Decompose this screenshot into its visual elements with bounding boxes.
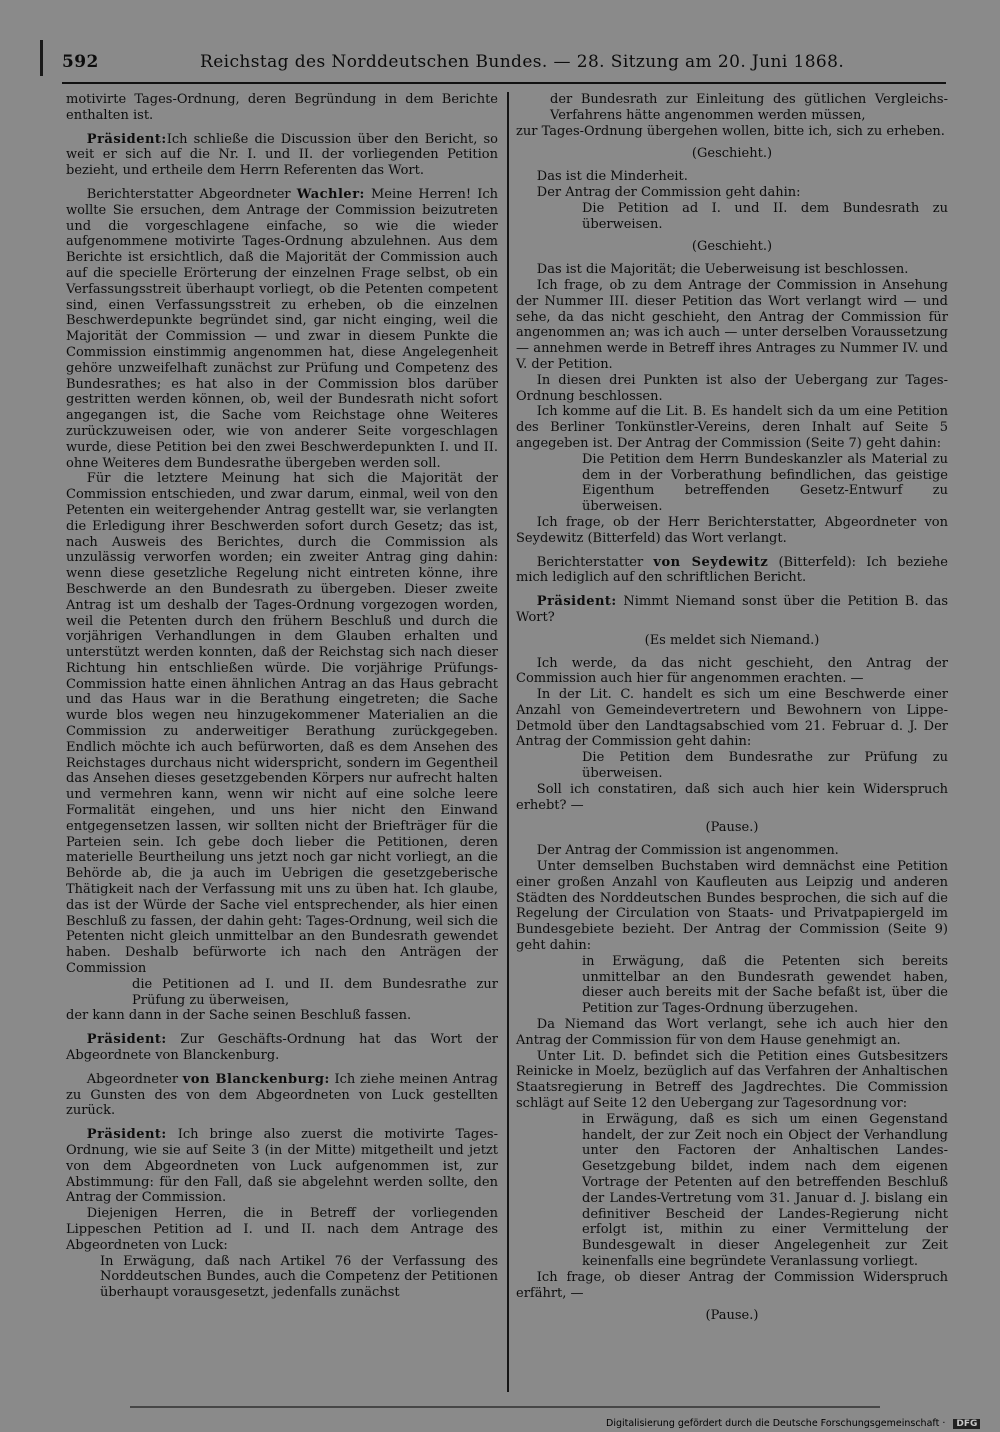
paragraph-text: Meine Herren! Ich wollte Sie ersuchen, dem Antrage der Commission beizutreten und die vorgeschlagene einfache, so wie die wieder aufgenommene motivirte Tages-Ordnung abzulehnen. Aus dem Berichte ist ersichtlich, daß die Majorität der Commission auch auf die specielle Erörterung der einzelnen Frage selbst, ob ein Verfassungsstreit überhaupt vorliegt, ob die Petenten competent sind, einen Verfassungsstreit zu erheben, ob die einzelnen Beschwerdepunkte begründet sind, gar nicht einging, weil die Majorität der Commission — und zwar in diesem Punkte die Commission einstimmig angenommen hat, diese Angelegenheit gehöre unzweifelhaft zunächst zur Prüfung und Competenz des Bundesrathes; es hat also in der Commission blos darüber gestritten werden können, ob, weil der Bundesrath nicht sofort angegangen ist, die Sache vom Reichstage ohne Weiteres zurückzuweisen oder, wie von anderer Seite vorgeschlagen wurde, diese Petition bei den zwei Beschwerdepunkten I. und II. ohne Weiteres dem Bundesrathe übergeben werden soll. <box>66 186 498 471</box>
paragraph-text: Der Antrag der Commission ist angenommen. <box>536 843 839 859</box>
speaker-name: von Blanckenburg: <box>182 1071 330 1087</box>
paragraph <box>516 404 948 451</box>
paragraph-text: Soll ich constatiren, daß sich auch hier kein Widerspruch erhebt? — <box>516 781 948 813</box>
paragraph-text: Das ist die Majorität; die Ueberweisung ist beschlossen. <box>536 262 909 278</box>
paragraph <box>516 843 948 859</box>
paragraph <box>516 594 948 626</box>
paragraph-text: Abgeordneter <box>86 1071 183 1087</box>
paragraph <box>516 1017 948 1049</box>
paragraph <box>516 169 948 185</box>
paragraph-text: Ich ziehe meinen Antrag zu Gunsten des von dem Abgeordneten von Luck gestellten zurück. <box>66 1071 498 1119</box>
paragraph <box>66 1032 498 1064</box>
paragraph <box>516 262 948 278</box>
paragraph <box>66 132 498 179</box>
paragraph-text: Unter Lit. D. befindet sich die Petition eines Gutsbesitzers Reinicke in Moelz, bezüglich auf das Verfahren der Anhaltischen Staatsregierung in Betreff des Jagdrechtes. Die Commission schlägt auf Seite 12 den Uebergang zur Tagesordnung vor: <box>516 1048 948 1112</box>
paragraph-text: Ich frage, ob dieser Antrag der Commission Widerspruch erfährt, — <box>516 1269 948 1301</box>
bottom-rule <box>130 1406 880 1408</box>
paragraph <box>66 92 498 124</box>
paragraph <box>516 555 948 587</box>
paragraph <box>516 185 948 201</box>
dfg-logo: DFG <box>953 1419 980 1429</box>
paragraph-text: der Bundesrath zur Einleitung des gütlichen Vergleichs-Verfahrens hätte angenommen werden müssen, <box>550 92 948 123</box>
paragraph <box>516 239 948 255</box>
paragraph <box>516 1308 948 1324</box>
right-column <box>516 92 948 1331</box>
paragraph <box>516 515 948 547</box>
footer: Digitalisierung gefördert durch die Deutsche Forschungsgemeinschaft · DFG <box>606 1418 996 1432</box>
paragraph-text: In Erwägung, daß nach Artikel 76 der Verfassung des Norddeutschen Bundes, auch die Competenz der Petitionen überhaupt vorausgesetzt, jedenfalls zunächst <box>100 1253 498 1301</box>
paragraph-text: (Bitterfeld): Ich beziehe mich lediglich auf den schriftlichen Bericht. <box>516 554 948 586</box>
paragraph <box>582 750 948 782</box>
paragraph-text: (Geschieht.) <box>691 239 773 255</box>
paragraph-text: Die Petition dem Bundesrathe zur Prüfung zu überweisen. <box>582 750 948 782</box>
paragraph <box>516 633 948 649</box>
header-rule <box>62 82 946 84</box>
paragraph <box>66 471 498 977</box>
paragraph <box>516 782 948 814</box>
paragraph <box>516 373 948 405</box>
paragraph <box>516 146 948 162</box>
paragraph-text: Zur Geschäfts-Ordnung hat das Wort der Abgeordnete von Blanckenburg. <box>66 1032 498 1064</box>
paragraph <box>66 1127 498 1206</box>
paragraph-text: in Erwägung, daß es sich um einen Gegenstand handelt, der zur Zeit noch ein Object der Verhandlung unter den Factoren der Anhaltischen Landes-Gesetzgebung bildet, indem nach dem eigenen Vortrage der Petenten auf den betreffenden Beschluß der Landes-Vertretung vom 31. Januar d. J. bislang ein definitiver Bescheid der Landes-Regierung nicht erfolgt ist, mithin zu einer Vermittelung der Bundesgewalt in dieser Angelegenheit zur Zeit keinenfalls eine begründete Veranlassung vorliegt. <box>582 1111 948 1269</box>
paragraph-text: motivirte Tages-Ordnung, deren Begründung in dem Berichte enthalten ist. <box>66 92 498 123</box>
paragraph-text: Die Petition dem Herrn Bundeskanzler als Material zu dem in der Vorberathung befindlichen, das geistige Eigenthum betreffenden Gesetz-Entwurf zu überweisen. <box>582 451 948 515</box>
paragraph-text: Die Petition ad I. und II. dem Bundesrath zu überweisen. <box>582 200 948 232</box>
paragraph-text: In der Lit. C. handelt es sich um eine Beschwerde einer Anzahl von Gemeindevertretern und Bewohnern von Lippe-Detmold über den Landtagsabschied vom 21. Februar d. J. Der Antrag der Commission geht dahin: <box>516 687 948 750</box>
running-title: Reichstag des Norddeutschen Bundes. — 28. Sitzung am 20. Juni 1868. <box>200 52 845 72</box>
paragraph-text: Da Niemand das Wort verlangt, sehe ich auch hier den Antrag der Commission für von dem Hause genehmigt an. <box>516 1017 948 1048</box>
speaker-name: Präsident: <box>86 1127 167 1143</box>
paragraph <box>66 1008 498 1024</box>
paragraph-text: (Es meldet sich Niemand.) <box>644 632 820 648</box>
paragraph <box>516 278 948 373</box>
paragraph <box>100 1254 498 1301</box>
paragraph <box>516 656 948 688</box>
column-divider <box>507 92 509 1392</box>
paragraph-text: der kann dann in der Sache seinen Beschluß fassen. <box>66 1008 412 1024</box>
paragraph <box>516 687 948 750</box>
paragraph-text: die Petitionen ad I. und II. dem Bundesrathe zur Prüfung zu überweisen, <box>132 976 498 1008</box>
paragraph-text: Ich bringe also zuerst die motivirte Tages-Ordnung, wie sie auf Seite 3 (in der Mitte) mitgetheilt und jetzt von dem Abgeordneten von Luck aufgenommen ist, zur Abstimmung: für den Fall, daß sie abgelehnt werden sollte, den Antrag der Commission. <box>66 1127 498 1206</box>
paragraph-text: Ich frage, ob der Herr Berichterstatter, Abgeordneter von Seydewitz (Bitterfeld) das Wort verlangt. <box>516 514 948 546</box>
footer-credit: Digitalisierung gefördert durch die Deutsche Forschungsgemeinschaft <box>606 1418 940 1429</box>
speaker-name: Präsident: <box>86 1032 167 1048</box>
speaker-name: Präsident: <box>86 131 167 147</box>
paragraph <box>582 954 948 1017</box>
paragraph-text: Nimmt Niemand sonst über die Petition B. das Wort? <box>516 594 948 625</box>
speaker-name: Wachler: <box>296 186 365 202</box>
paragraph-text: Unter demselben Buchstaben wird demnächst eine Petition einer großen Anzahl von Kaufleuten aus Leipzig und anderen Städten des Norddeutschen Bundes besprochen, die sich auf die Regelung der Circulation von Staats- und Privatpapiergeld im Bundesgebiete bezieht. Der Antrag der Commission (Seite 9) geht dahin: <box>516 859 948 954</box>
paragraph-text: in Erwägung, daß die Petenten sich bereits unmittelbar an den Bundesrath gewendet haben, dieser auch bereits mit der Sache befaßt ist, über die Petition zur Tages-Ordnung überzugehen. <box>582 953 948 1017</box>
paragraph <box>550 92 948 124</box>
paragraph-text: Ich schließe die Discussion über den Bericht, so weit er sich auf die Nr. I. und II. der vorliegenden Petition bezieht, und ertheile dem Herrn Referenten das Wort. <box>66 131 498 179</box>
paragraph <box>582 1112 948 1270</box>
speaker-name: von Seydewitz <box>653 554 769 570</box>
paragraph <box>516 124 948 140</box>
paragraph <box>516 820 948 836</box>
paragraph <box>582 201 948 233</box>
paragraph-text: Ich komme auf die Lit. B. Es handelt sich da um eine Petition des Berliner Tonkünstler-Vereins, deren Inhalt auf Seite 5 angegeben ist. Der Antrag der Commission (Seite 7) geht dahin: <box>516 404 948 451</box>
margin-mark <box>40 40 43 76</box>
paragraph-text: In diesen drei Punkten ist also der Uebergang zur Tages-Ordnung beschlossen. <box>516 372 948 404</box>
paragraph-text: Ich werde, da das nicht geschieht, den Antrag der Commission auch hier für angenommen erachten. — <box>516 655 948 687</box>
paragraph-text: Berichterstatter <box>536 554 654 570</box>
paragraph-text: Berichterstatter Abgeordneter <box>86 186 297 202</box>
page-header <box>62 52 845 78</box>
paragraph-text: zur Tages-Ordnung übergehen wollen, bitte ich, sich zu erheben. <box>516 123 945 139</box>
paragraph-text: (Pause.) <box>705 1308 759 1324</box>
paragraph <box>516 859 948 954</box>
paragraph <box>66 1072 498 1119</box>
paragraph-text: Der Antrag der Commission geht dahin: <box>536 184 801 200</box>
paragraph <box>516 1049 948 1112</box>
paragraph <box>66 1206 498 1253</box>
paragraph-text: (Pause.) <box>705 820 759 836</box>
paragraph <box>132 977 498 1009</box>
page-number: 592 <box>62 52 99 72</box>
paragraph <box>516 1270 948 1302</box>
paragraph-text: Ich frage, ob zu dem Antrage der Commission in Ansehung der Nummer III. dieser Petition das Wort verlangt wird — und sehe, da das nicht geschieht, den Antrag der Commission für angenommen an; was ich auch — unter derselben Voraussetzung — annehmen werde in Betreff ihres Antrages zu Nummer IV. und V. der Petition. <box>516 277 948 372</box>
paragraph <box>66 187 498 471</box>
speaker-name: Präsident: <box>536 594 617 610</box>
paragraph-text: Das ist die Minderheit. <box>536 169 688 185</box>
paragraph-text: Diejenigen Herren, die in Betreff der vorliegenden Lippeschen Petition ad I. und II. nach dem Antrage des Abgeordneten von Luck: <box>66 1206 498 1253</box>
paragraph-text: Für die letztere Meinung hat sich die Majorität der Commission entschieden, und zwar darum, einmal, weil von den Petenten ein weitergehender Antrag gestellt war, sie verlangten die Erledigung ihrer Beschwerden sofort durch Gesetz; das ist, nach Ausweis des Berichtes, durch die Commission als unzulässig verworfen worden; ein zweiter Antrag ging dahin: wenn diese gesetzliche Regelung nicht eintreten könne, ihre Beschwerde an den Bundesrath zu übergeben. Dieser zweite Antrag ist um deshalb der Tages-Ordnung vorgezogen worden, weil die Petenten durch den frühern Beschluß und durch die vorjährigen Verhandlungen in dem Glauben erhalten und unterstützt werden konnten, daß der Reichstag sich nach dieser Richtung hin entschließen würde. Die vorjährige Prüfungs-Commission hatte einen ähnlichen Antrag an das Haus gebracht und das Haus war in die Berathung eingetreten; die Sache wurde blos wegen neu hinzugekommener Materialien an die Commission zu anderweitiger Berathung zurückgegeben. Endlich möchte ich auch befürworten, daß es dem Ansehen des Reichstages durchaus nicht widerspricht, sondern im Gegentheil das Ansehen dieses gesetzgebenden Körpers nur aufrecht halten und vermehren kann, wenn wir nicht auf eine solche leere Formalität eingehen, und uns hier nicht den Einwand entgegensetzen lassen, wir sollten nicht der Briefträger für die Parteien sein. Ich gebe doch lieber die Petitionen, deren materielle Beurtheilung uns jetzt noch gar nicht vorliegt, an die Behörde ab, die ja auch im Uebrigen die gesetzgeberische Thätigkeit nach der Verfassung mit uns zu üben hat. Ich glaube, das ist der Würde der Sache viel entsprechender, als hier einen Beschluß zu fassen, der dahin geht: Tages-Ordnung, weil sich die Petenten nicht gleich unmittelbar an den Bundesrath gewendet haben. Deshalb befürworte ich nach den Anträgen der Commission <box>66 471 498 977</box>
paragraph <box>582 452 948 515</box>
paragraph-text: (Geschieht.) <box>691 146 773 162</box>
left-column <box>66 92 498 1301</box>
